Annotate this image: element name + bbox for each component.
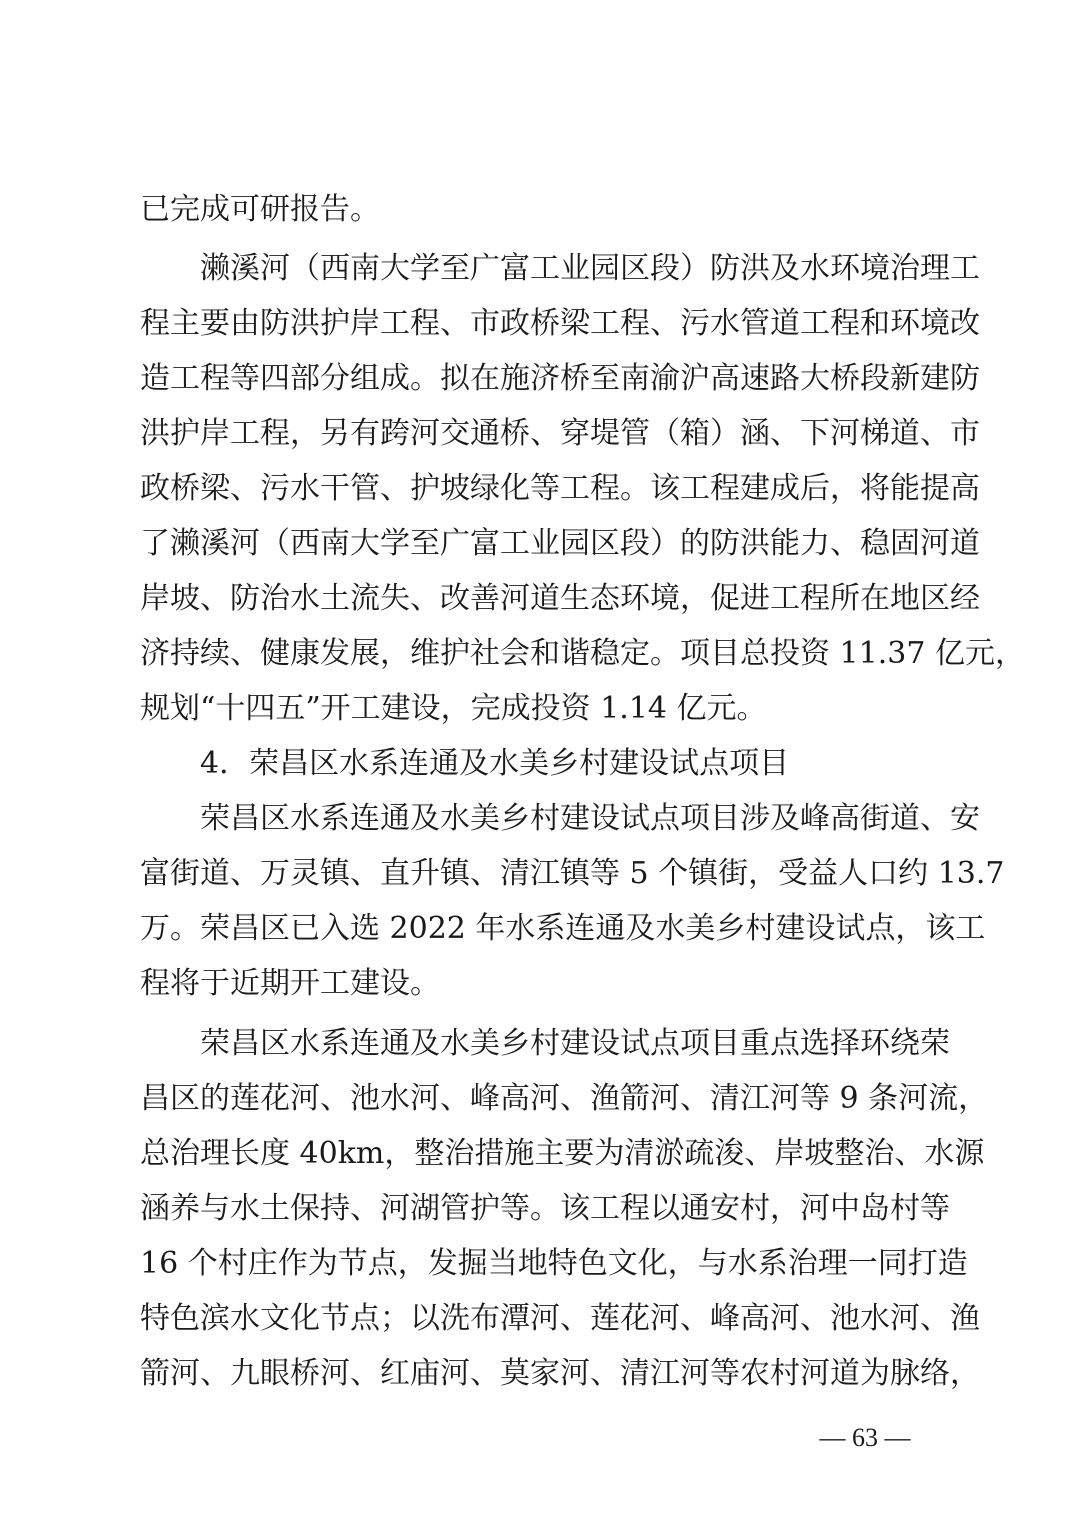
text-line: 规划“十四五”开工建设，完成投资 1.14 亿元。 [140,691,767,726]
text-line: 箭河、九眼桥河、红庙河、莫家河、清江河等农村河道为脉络， [140,1356,980,1391]
text-line: 程将于近期开工建设。 [140,966,440,1001]
text-line: 了濑溪河（西南大学至广富工业园区段）的防洪能力、稳固河道 [140,526,980,561]
text-line: 造工程等四部分组成。拟在施济桥至南渝沪高速路大桥段新建防 [140,361,980,396]
text-line: 总治理长度 40km，整治措施主要为清淤疏浚、岸坡整治、水源 [140,1136,985,1171]
text-line: 济持续、健康发展，维护社会和谐稳定。项目总投资 11.37 亿元， [140,636,1025,671]
text-line: 濑溪河（西南大学至广富工业园区段）防洪及水环境治理工 [200,251,980,286]
text-line: 已完成可研报告。 [140,192,380,227]
text-line: 昌区的莲花河、池水河、峰高河、渔箭河、清江河等 9 条河流， [140,1081,989,1116]
text-line: 富街道、万灵镇、直升镇、清江镇等 5 个镇街，受益人口约 13.7 [140,856,1005,891]
page-number: — 63 — [819,1423,911,1452]
text-line: 万。荣昌区已入选 2022 年水系连通及水美乡村建设试点，该工 [140,911,986,946]
text-line: 荣昌区水系连通及水美乡村建设试点项目涉及峰高街道、安 [200,801,980,836]
section-heading: 4．荣昌区水系连通及水美乡村建设试点项目 [200,746,790,781]
text-line: 16 个村庄作为节点，发掘当地特色文化，与水系治理一同打造 [140,1246,968,1281]
text-line: 岸坡、防治水土流失、改善河道生态环境，促进工程所在地区经 [140,581,980,616]
text-line: 荣昌区水系连通及水美乡村建设试点项目重点选择环绕荣 [200,1026,950,1061]
text-line: 政桥梁、污水干管、护坡绿化等工程。该工程建成后，将能提高 [140,471,980,506]
text-line: 涵养与水土保持、河湖管护等。该工程以通安村，河中岛村等 [140,1191,950,1226]
text-line: 洪护岸工程，另有跨河交通桥、穿堤管（箱）涵、下河梯道、市 [140,416,980,451]
text-line: 特色滨水文化节点；以洗布潭河、莲花河、峰高河、池水河、渔 [140,1301,980,1336]
text-line: 程主要由防洪护岸工程、市政桥梁工程、污水管道工程和环境改 [140,306,980,341]
